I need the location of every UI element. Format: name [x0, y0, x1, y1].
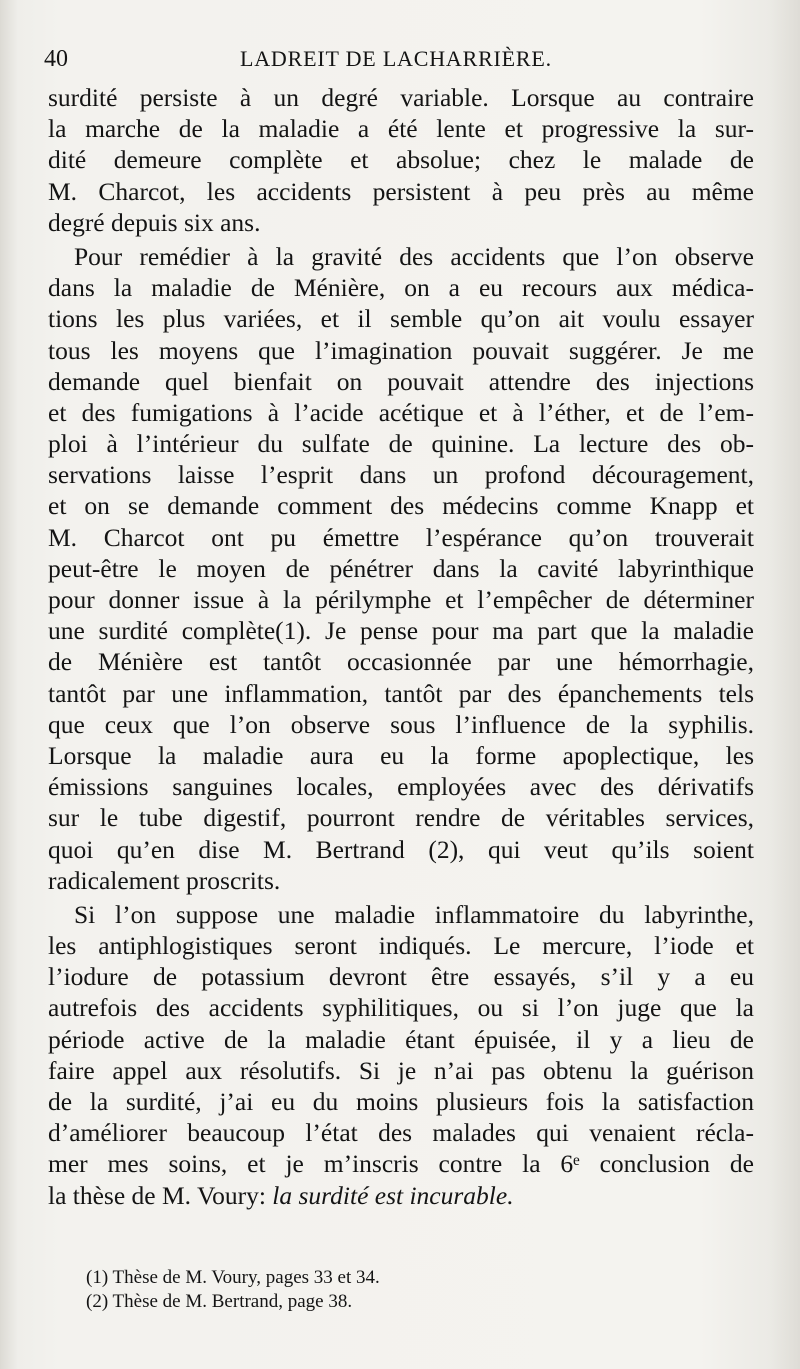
final-text-line [48, 1180, 754, 1211]
text-line: l’iodure de potassium devront être essayés, s’il y a eu [48, 962, 754, 992]
footnotes [86, 1266, 686, 1314]
text-line: émissions sanguines locales, employées avec des dérivatifs [48, 772, 754, 802]
text-line: que ceux que l’on observe sous l’influence de la syphilis. [48, 709, 754, 739]
text-line: tantôt par une inflammation, tantôt par des épanchements tels [48, 678, 754, 708]
text-line: demande quel bienfait on pouvait attendre des injections [48, 366, 754, 396]
text-line: pour donner issue à la périlymphe et l’empêcher de déterminer [48, 585, 754, 614]
text-line: et des fumigations à l’acide acétique et à l’éther, et de l’em- [48, 397, 754, 427]
page-header [44, 44, 744, 78]
text-line: mer mes soins, et je m’inscris contre la 6ᵉ conclusion de [48, 1149, 754, 1179]
text-line: surdité persiste à un degré variable. Lorsque au contraire [48, 83, 754, 112]
text-line: une surdité complète(1). Je pense pour ma part que la maladie [48, 616, 754, 646]
text-line: d’améliorer beaucoup l’état des malades qui venaient récla- [48, 1118, 754, 1148]
text-line: de Ménière est tantôt occasionnée par une hémorrhagie, [48, 647, 754, 677]
text-line: dité demeure complète et absolue; chez le malade de [48, 145, 754, 175]
text-line: peut-être le moyen de pénétrer dans la cavité labyrinthique [48, 553, 754, 583]
text-line: degré depuis six ans. [48, 207, 261, 237]
text-line: M. Charcot ont pu émettre l’espérance qu’on trouverait [48, 522, 754, 552]
text-line: radicalement proscrits. [48, 865, 281, 895]
text-line: Lorsque la maladie aura eu la forme apoplectique, les [48, 740, 754, 770]
text-line: de la surdité, j’ai eu du moins plusieurs fois la satisfaction [48, 1087, 754, 1116]
text-line: sur le tube digestif, pourront rendre de véritables services, [48, 803, 754, 833]
page-number: 40 [44, 46, 68, 72]
text-line: période active de la maladie étant épuisée, il y a lieu de [48, 1024, 754, 1054]
text-line: M. Charcot, les accidents persistent à peu près au même [48, 176, 754, 206]
text-line: dans la maladie de Ménière, on a eu recours aux médica- [48, 273, 754, 303]
italic-quote: la surdité est incurable. [272, 1180, 514, 1210]
final-line-text: la thèse de M. Voury: [48, 1180, 273, 1210]
running-head: LADREIT DE LACHARRIÈRE. [240, 46, 552, 71]
text-line: et on se demande comment des médecins comme Knapp et [48, 491, 754, 521]
text-line: servations laisse l’esprit dans un profond découragement, [48, 460, 754, 490]
text-line: ploi à l’intérieur du sulfate de quinine. La lecture des ob- [48, 429, 754, 459]
body-text [48, 82, 754, 1211]
text-line: tous les moyens que l’imagination pouvait suggérer. Je me [48, 335, 754, 365]
footnote-2: (2) Thèse de M. Bertrand, page 38. [86, 1291, 353, 1312]
text-line: les antiphlogistiques seront indiqués. Le mercure, l’iode et [48, 931, 754, 961]
text-line: tions les plus variées, et il semble qu’on ait voulu essayer [48, 304, 754, 334]
paragraph-start-line: Si l’on suppose une maladie inflammatoire du labyrinthe, [74, 899, 754, 929]
paragraph-start-line: Pour remédier à la gravité des accidents que l’on observe [74, 241, 754, 271]
text-line: la marche de la maladie a été lente et progressive la sur- [48, 114, 754, 144]
text-line: autrefois des accidents syphilitiques, ou si l’on juge que la [48, 993, 754, 1023]
text-line: faire appel aux résolutifs. Si je n’ai pas obtenu la guérison [48, 1055, 754, 1085]
text-line: quoi qu’en dise M. Bertrand (2), qui veut qu’ils soient [48, 834, 754, 864]
footnote-1: (1) Thèse de M. Voury, pages 33 et 34. [86, 1267, 380, 1288]
